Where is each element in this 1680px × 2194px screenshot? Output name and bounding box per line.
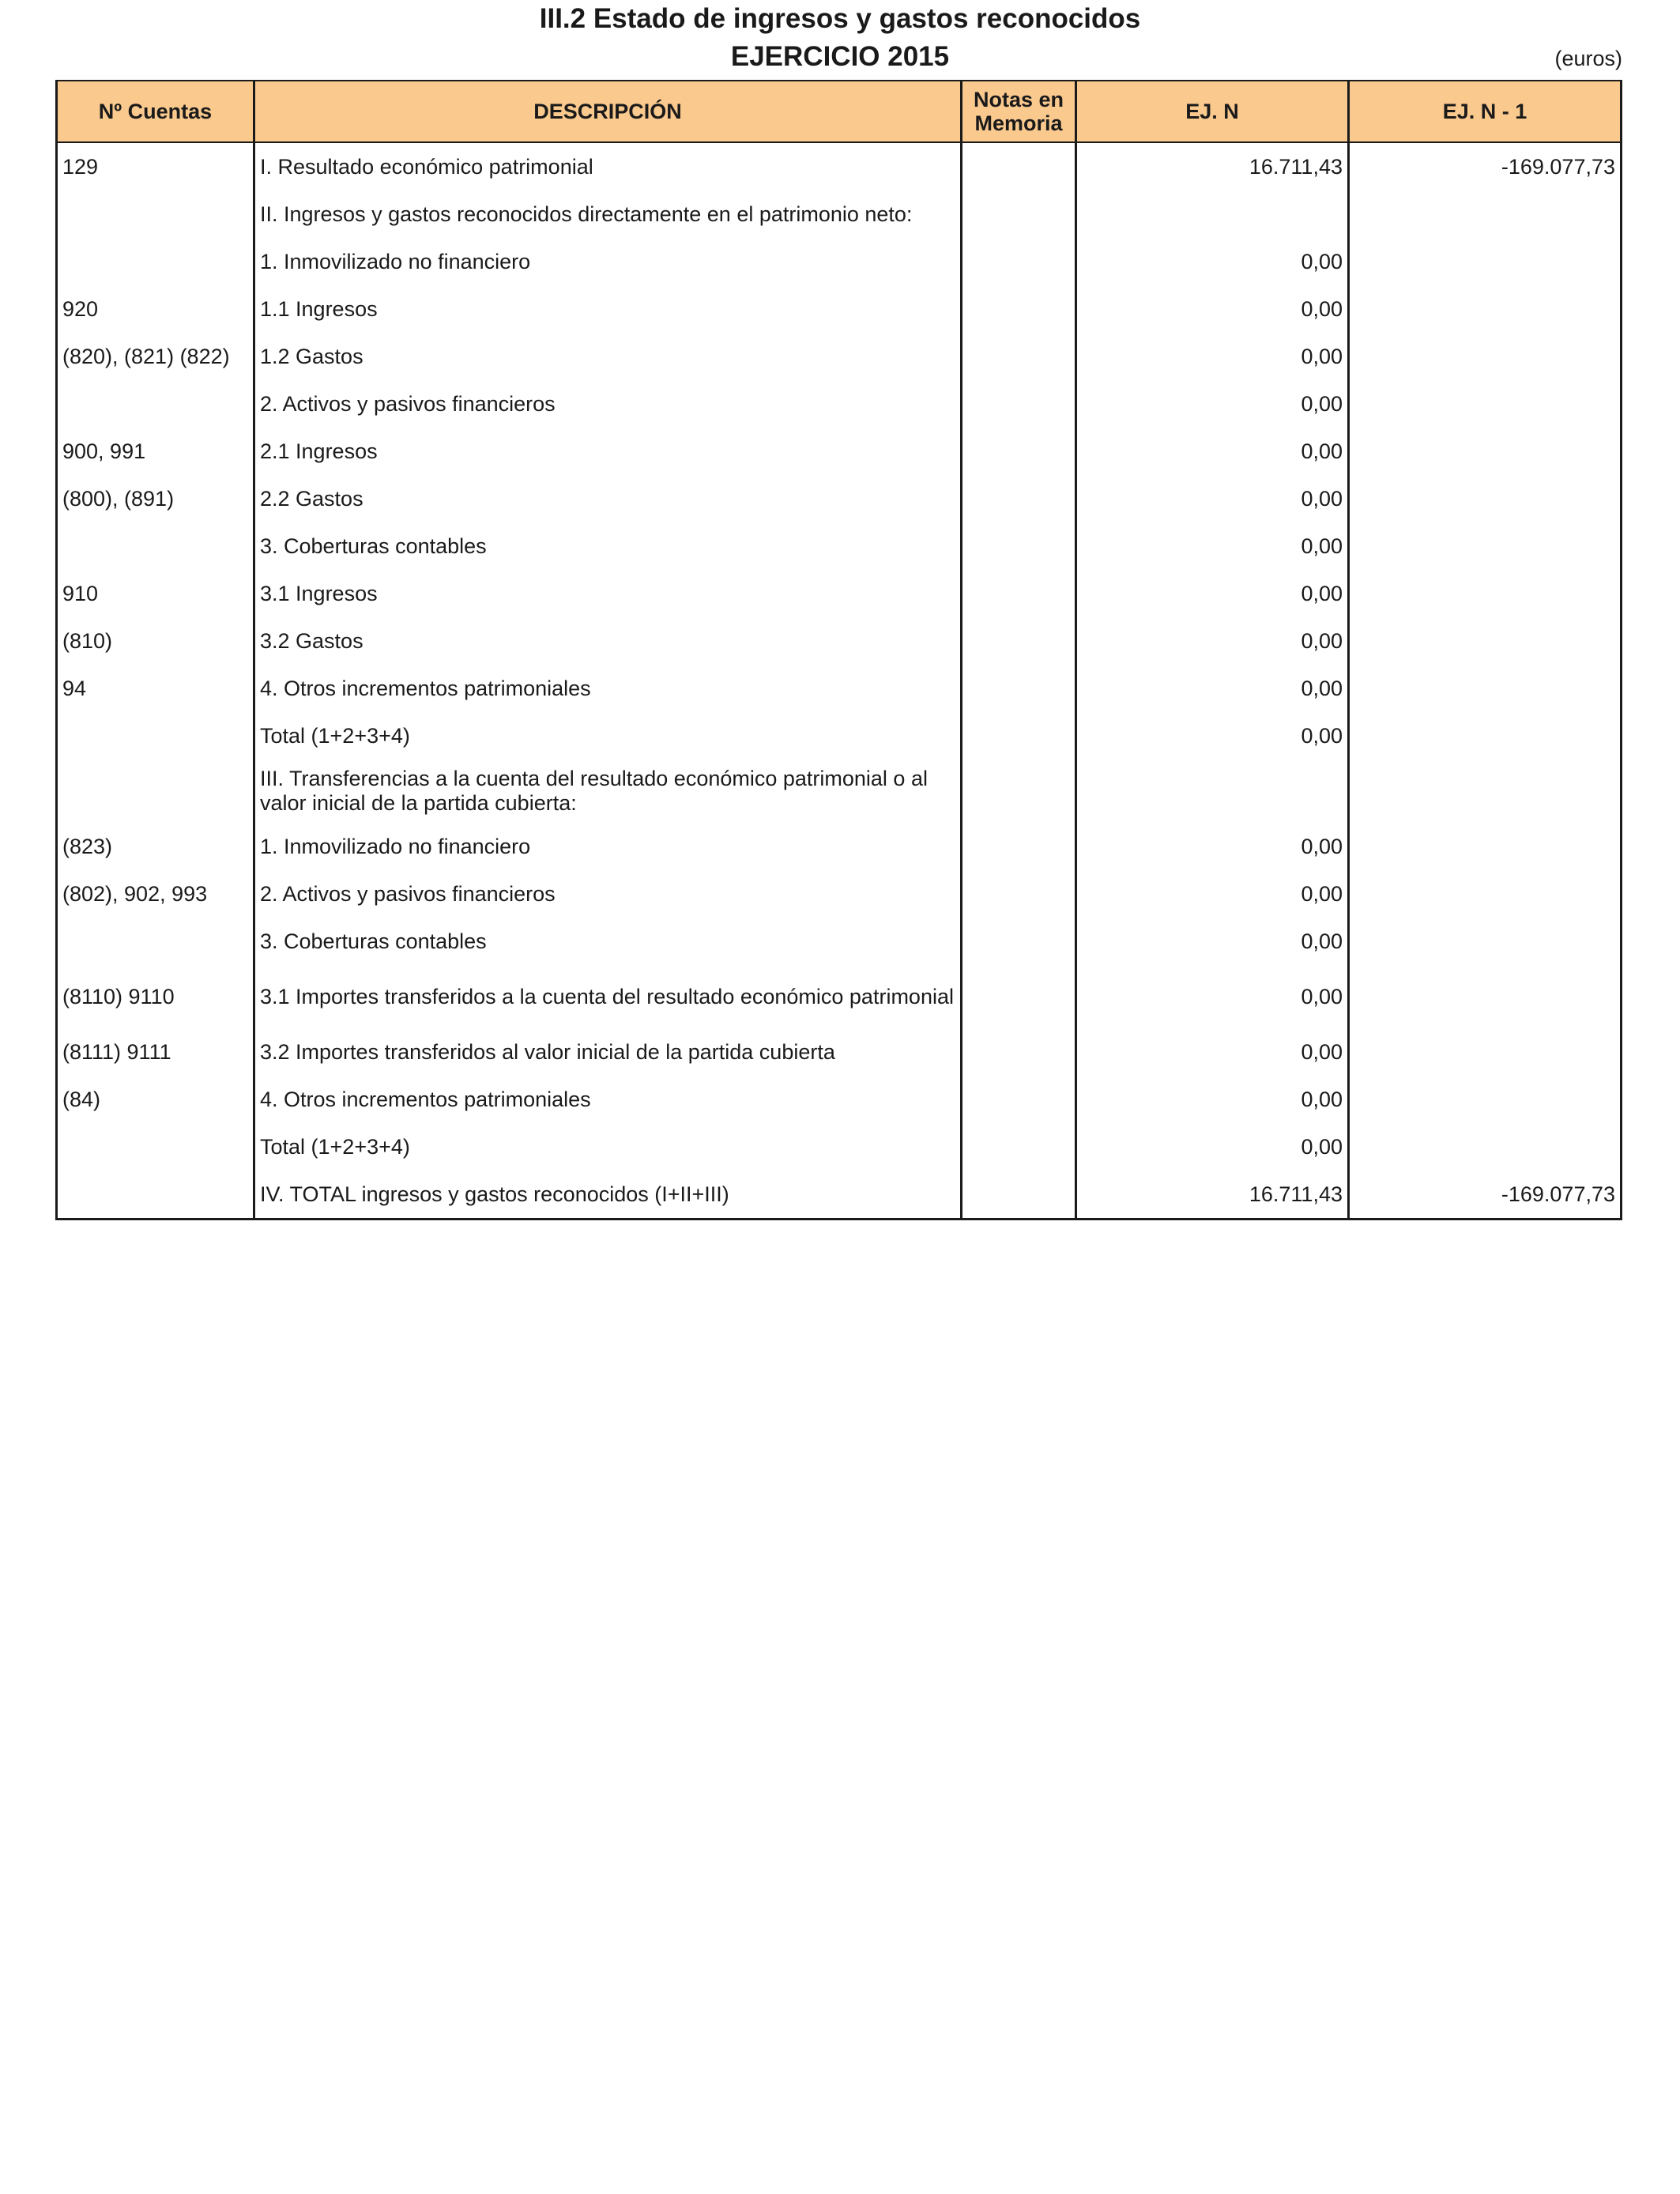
- cell-ej-n: 16.711,43: [1076, 1171, 1349, 1220]
- cell-ej-n: [1076, 190, 1349, 238]
- table-row: [57, 1028, 1622, 1076]
- cell-ej-n: 0,00: [1076, 918, 1349, 965]
- cell-notes: [962, 823, 1076, 870]
- cell-ej-n: 0,00: [1076, 712, 1349, 760]
- cell-notes: [962, 1123, 1076, 1171]
- cell-notes: [962, 570, 1076, 617]
- cell-account: [57, 712, 254, 760]
- cell-notes: [962, 428, 1076, 475]
- cell-ej-n1: [1349, 570, 1622, 617]
- table-row: [57, 142, 1622, 190]
- cell-account: (8110) 9110: [57, 965, 254, 1028]
- cell-description: II. Ingresos y gastos reconocidos directamente en el patrimonio neto:: [254, 190, 962, 238]
- table-row: [57, 1123, 1622, 1171]
- cell-notes: [962, 285, 1076, 333]
- cell-ej-n: 0,00: [1076, 333, 1349, 380]
- cell-ej-n1: [1349, 333, 1622, 380]
- cell-description: IV. TOTAL ingresos y gastos reconocidos (I+II+III): [254, 1171, 962, 1220]
- table-row: [57, 570, 1622, 617]
- cell-account: [57, 238, 254, 285]
- report-title: III.2 Estado de ingresos y gastos reconocidos: [539, 3, 1141, 34]
- cell-description: 1. Inmovilizado no financiero: [254, 823, 962, 870]
- cell-ej-n1: [1349, 522, 1622, 570]
- report-subtitle: EJERCICIO 2015: [730, 41, 950, 72]
- cell-description: 1.1 Ingresos: [254, 285, 962, 333]
- cell-notes: [962, 870, 1076, 918]
- cell-ej-n: 0,00: [1076, 1076, 1349, 1123]
- cell-account: [57, 760, 254, 823]
- cell-ej-n: 16.711,43: [1076, 142, 1349, 190]
- cell-account: 920: [57, 285, 254, 333]
- cell-ej-n1: [1349, 760, 1622, 823]
- cell-notes: [962, 918, 1076, 965]
- cell-notes: [962, 760, 1076, 823]
- cell-notes: [962, 965, 1076, 1028]
- cell-notes: [962, 1171, 1076, 1220]
- column-header-notes: [962, 81, 1076, 142]
- cell-notes: [962, 1028, 1076, 1076]
- cell-ej-n: 0,00: [1076, 522, 1349, 570]
- cell-ej-n1: [1349, 823, 1622, 870]
- cell-account: [57, 1171, 254, 1220]
- cell-description: 4. Otros incrementos patrimoniales: [254, 665, 962, 712]
- cell-notes: [962, 475, 1076, 522]
- cell-ej-n1: [1349, 1123, 1622, 1171]
- table-row: [57, 665, 1622, 712]
- table-row: [57, 238, 1622, 285]
- cell-ej-n: 0,00: [1076, 823, 1349, 870]
- cell-description: 3.2 Importes transferidos al valor inicial de la partida cubierta: [254, 1028, 962, 1076]
- cell-description: 1.2 Gastos: [254, 333, 962, 380]
- cell-ej-n1: [1349, 665, 1622, 712]
- income-expense-statement-table: [55, 80, 1622, 1220]
- cell-ej-n: 0,00: [1076, 238, 1349, 285]
- cell-notes: [962, 617, 1076, 665]
- cell-ej-n1: -169.077,73: [1349, 142, 1622, 190]
- cell-ej-n1: [1349, 380, 1622, 428]
- table-row: [57, 712, 1622, 760]
- cell-ej-n1: [1349, 1028, 1622, 1076]
- column-header-notes-line1: Notas en: [973, 88, 1064, 111]
- cell-account: [57, 1123, 254, 1171]
- cell-account: 94: [57, 665, 254, 712]
- table-row: [57, 823, 1622, 870]
- column-header-notes-line2: Memoria: [974, 111, 1063, 135]
- column-header-year-n: EJ. N: [1076, 81, 1349, 142]
- table-row: [57, 760, 1622, 823]
- cell-notes: [962, 380, 1076, 428]
- cell-account: (810): [57, 617, 254, 665]
- cell-ej-n: 0,00: [1076, 475, 1349, 522]
- table-row: [57, 428, 1622, 475]
- cell-notes: [962, 522, 1076, 570]
- cell-account: 129: [57, 142, 254, 190]
- cell-ej-n: 0,00: [1076, 570, 1349, 617]
- cell-ej-n: 0,00: [1076, 1123, 1349, 1171]
- cell-ej-n: 0,00: [1076, 665, 1349, 712]
- cell-notes: [962, 1076, 1076, 1123]
- cell-ej-n1: [1349, 238, 1622, 285]
- table-row: [57, 918, 1622, 965]
- column-header-year-n1: EJ. N - 1: [1349, 81, 1622, 142]
- cell-ej-n1: [1349, 918, 1622, 965]
- table-row: [57, 475, 1622, 522]
- cell-ej-n: 0,00: [1076, 1028, 1349, 1076]
- table-header-row: [57, 81, 1622, 142]
- cell-description: Total (1+2+3+4): [254, 712, 962, 760]
- cell-description: 3.2 Gastos: [254, 617, 962, 665]
- cell-description: 2. Activos y pasivos financieros: [254, 380, 962, 428]
- cell-account: 910: [57, 570, 254, 617]
- cell-ej-n: 0,00: [1076, 617, 1349, 665]
- table-body: [57, 142, 1622, 1220]
- cell-description: 2.2 Gastos: [254, 475, 962, 522]
- cell-ej-n1: [1349, 1076, 1622, 1123]
- cell-description: 3. Coberturas contables: [254, 522, 962, 570]
- table-row: [57, 965, 1622, 1028]
- cell-ej-n1: [1349, 190, 1622, 238]
- cell-notes: [962, 238, 1076, 285]
- cell-description: 3.1 Importes transferidos a la cuenta del resultado económico patrimonial: [254, 965, 962, 1028]
- table-row: [57, 1171, 1622, 1220]
- cell-account: [57, 380, 254, 428]
- cell-account: (820), (821) (822): [57, 333, 254, 380]
- cell-account: [57, 522, 254, 570]
- table-row: [57, 522, 1622, 570]
- cell-ej-n1: -169.077,73: [1349, 1171, 1622, 1220]
- cell-notes: [962, 333, 1076, 380]
- cell-ej-n1: [1349, 617, 1622, 665]
- cell-notes: [962, 665, 1076, 712]
- cell-ej-n: 0,00: [1076, 965, 1349, 1028]
- table-row: [57, 870, 1622, 918]
- table-row: [57, 285, 1622, 333]
- cell-ej-n1: [1349, 965, 1622, 1028]
- cell-ej-n: 0,00: [1076, 380, 1349, 428]
- cell-account: (800), (891): [57, 475, 254, 522]
- cell-description: 3.1 Ingresos: [254, 570, 962, 617]
- cell-ej-n1: [1349, 475, 1622, 522]
- cell-ej-n: [1076, 760, 1349, 823]
- cell-description: 4. Otros incrementos patrimoniales: [254, 1076, 962, 1123]
- cell-account: (823): [57, 823, 254, 870]
- cell-ej-n: 0,00: [1076, 870, 1349, 918]
- table-row: [57, 333, 1622, 380]
- cell-account: (802), 902, 993: [57, 870, 254, 918]
- cell-account: [57, 918, 254, 965]
- cell-description: I. Resultado económico patrimonial: [254, 142, 962, 190]
- cell-description: 1. Inmovilizado no financiero: [254, 238, 962, 285]
- currency-units: (euros): [1554, 47, 1622, 70]
- cell-ej-n1: [1349, 712, 1622, 760]
- table-row: [57, 380, 1622, 428]
- table-row: [57, 1076, 1622, 1123]
- cell-ej-n: 0,00: [1076, 285, 1349, 333]
- cell-description: Total (1+2+3+4): [254, 1123, 962, 1171]
- cell-ej-n1: [1349, 285, 1622, 333]
- cell-ej-n1: [1349, 428, 1622, 475]
- column-header-description: DESCRIPCIÓN: [254, 81, 962, 142]
- table-row: [57, 617, 1622, 665]
- cell-description: III. Transferencias a la cuenta del resultado económico patrimonial o al valor inicial de la partida cubierta:: [254, 760, 962, 823]
- cell-description: 2. Activos y pasivos financieros: [254, 870, 962, 918]
- cell-account: (8111) 9111: [57, 1028, 254, 1076]
- cell-ej-n: 0,00: [1076, 428, 1349, 475]
- column-header-accounts: Nº Cuentas: [57, 81, 254, 142]
- cell-ej-n1: [1349, 870, 1622, 918]
- cell-notes: [962, 712, 1076, 760]
- cell-notes: [962, 190, 1076, 238]
- cell-description: 3. Coberturas contables: [254, 918, 962, 965]
- cell-account: (84): [57, 1076, 254, 1123]
- cell-notes: [962, 142, 1076, 190]
- table-row: [57, 190, 1622, 238]
- cell-account: 900, 991: [57, 428, 254, 475]
- cell-description: 2.1 Ingresos: [254, 428, 962, 475]
- cell-account: [57, 190, 254, 238]
